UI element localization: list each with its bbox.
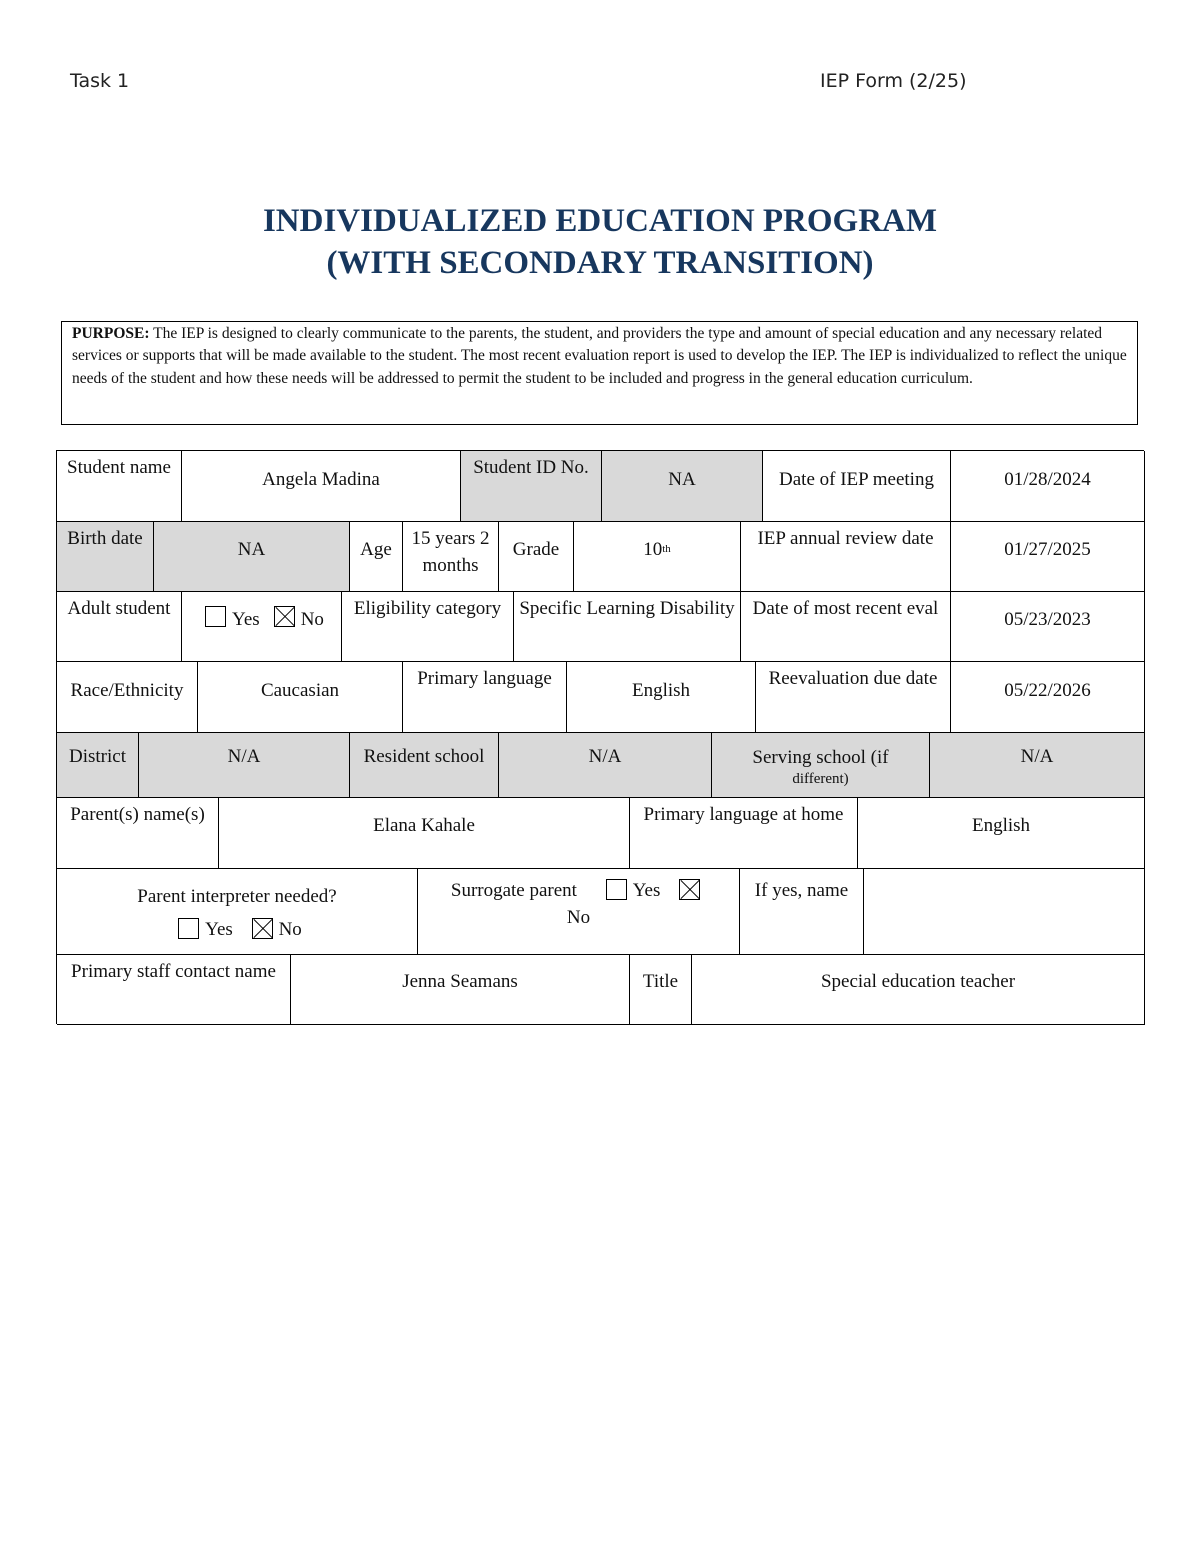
surrogate-yes-checkbox[interactable] xyxy=(606,879,627,900)
purpose-label: PURPOSE: xyxy=(72,325,150,342)
if-yes-name-field[interactable] xyxy=(864,869,1145,955)
surrogate-no-checkbox[interactable] xyxy=(679,879,700,900)
grade-field[interactable] xyxy=(574,522,741,592)
table-row xyxy=(57,592,1145,662)
adult-student-options xyxy=(182,592,342,662)
adult-student-label: Adult student xyxy=(57,592,182,662)
interpreter-no-checkbox[interactable] xyxy=(252,918,273,939)
race-label: Race/Ethnicity xyxy=(57,662,198,733)
if-yes-label: If yes, name xyxy=(740,869,864,955)
table-row xyxy=(57,451,1145,522)
parent-name-label: Parent(s) name(s) xyxy=(57,798,219,869)
age-field[interactable]: 15 years 2 months xyxy=(403,522,499,592)
annual-review-label: IEP annual review date xyxy=(741,522,951,592)
district-label: District xyxy=(57,733,139,798)
resident-school-field[interactable]: N/A xyxy=(499,733,712,798)
adult-yes-checkbox[interactable] xyxy=(205,606,226,627)
interpreter-options xyxy=(172,916,302,943)
surrogate-no-label: No xyxy=(566,907,591,928)
purpose-box xyxy=(61,321,1138,425)
page-title xyxy=(0,200,1200,284)
race-field[interactable]: Caucasian xyxy=(198,662,403,733)
header-task: Task 1 xyxy=(70,70,130,92)
purpose-text: The IEP is designed to clearly communicate to the parents, the student, and providers the type and amount of special education and any necessary related services or supports that will be made available to the student. The most recent evaluation report is used to develop the IEP. The IEP is individualized to reflect the unique needs of the student and how these needs will be addressed to permit the student to be included and progress in the general education curriculum. xyxy=(72,325,1127,387)
student-name-label: Student name xyxy=(57,451,182,522)
table-row xyxy=(57,869,1145,955)
table-row xyxy=(57,955,1145,1025)
student-name-field[interactable]: Angela Madina xyxy=(182,451,461,522)
eligibility-field[interactable]: Specific Learning Disability xyxy=(514,592,741,662)
adult-no-label: No xyxy=(300,609,324,630)
reeval-field[interactable]: 05/22/2026 xyxy=(951,662,1145,733)
serving-school-label-line1: Serving school (if xyxy=(752,746,889,768)
table-row xyxy=(57,733,1145,798)
recent-eval-label: Date of most recent eval xyxy=(741,592,951,662)
recent-eval-field[interactable]: 05/23/2023 xyxy=(951,592,1145,662)
parent-name-field[interactable]: Elana Kahale xyxy=(219,798,630,869)
table-row xyxy=(57,662,1145,733)
iep-info-table xyxy=(56,450,1144,1024)
student-id-label: Student ID No. xyxy=(461,451,602,522)
serving-school-field[interactable]: N/A xyxy=(930,733,1145,798)
home-language-field[interactable]: English xyxy=(858,798,1145,869)
staff-title-label: Title xyxy=(630,955,692,1025)
serving-school-label xyxy=(712,733,930,798)
iep-meeting-label: Date of IEP meeting xyxy=(763,451,951,522)
grade-suffix: th xyxy=(662,543,671,555)
iep-meeting-field[interactable]: 01/28/2024 xyxy=(951,451,1145,522)
annual-review-field[interactable]: 01/27/2025 xyxy=(951,522,1145,592)
adult-no-checkbox[interactable] xyxy=(274,606,295,627)
grade-value: 10 xyxy=(643,539,663,560)
surrogate-yes-label: Yes xyxy=(632,880,661,901)
primary-language-label: Primary language xyxy=(403,662,567,733)
table-row xyxy=(57,798,1145,869)
title-line-2: (WITH SECONDARY TRANSITION) xyxy=(326,245,874,281)
staff-contact-label: Primary staff contact name xyxy=(57,955,291,1025)
staff-contact-field[interactable]: Jenna Seamans xyxy=(291,955,630,1025)
eligibility-label: Eligibility category xyxy=(342,592,514,662)
reeval-label: Reevaluation due date xyxy=(756,662,951,733)
home-language-label: Primary language at home xyxy=(630,798,858,869)
primary-language-field[interactable]: English xyxy=(567,662,756,733)
interpreter-cell xyxy=(57,869,418,955)
interpreter-yes-checkbox[interactable] xyxy=(178,918,199,939)
grade-label: Grade xyxy=(499,522,574,592)
birth-date-field[interactable]: NA xyxy=(154,522,350,592)
interpreter-label: Parent interpreter needed? xyxy=(137,886,337,907)
staff-title-field[interactable]: Special education teacher xyxy=(692,955,1145,1025)
surrogate-cell xyxy=(418,869,740,955)
interpreter-yes-label: Yes xyxy=(205,919,233,940)
interpreter-no-label: No xyxy=(278,919,302,940)
birth-date-label: Birth date xyxy=(57,522,154,592)
table-row xyxy=(57,522,1145,592)
surrogate-label: Surrogate parent xyxy=(450,880,577,901)
serving-school-label-line2: different) xyxy=(792,770,849,787)
header-form-number: IEP Form (2/25) xyxy=(820,70,967,92)
adult-yes-label: Yes xyxy=(232,609,260,630)
age-label: Age xyxy=(350,522,403,592)
title-line-1: INDIVIDUALIZED EDUCATION PROGRAM xyxy=(262,203,938,239)
resident-school-label: Resident school xyxy=(350,733,499,798)
district-field[interactable]: N/A xyxy=(139,733,350,798)
student-id-field[interactable]: NA xyxy=(602,451,763,522)
